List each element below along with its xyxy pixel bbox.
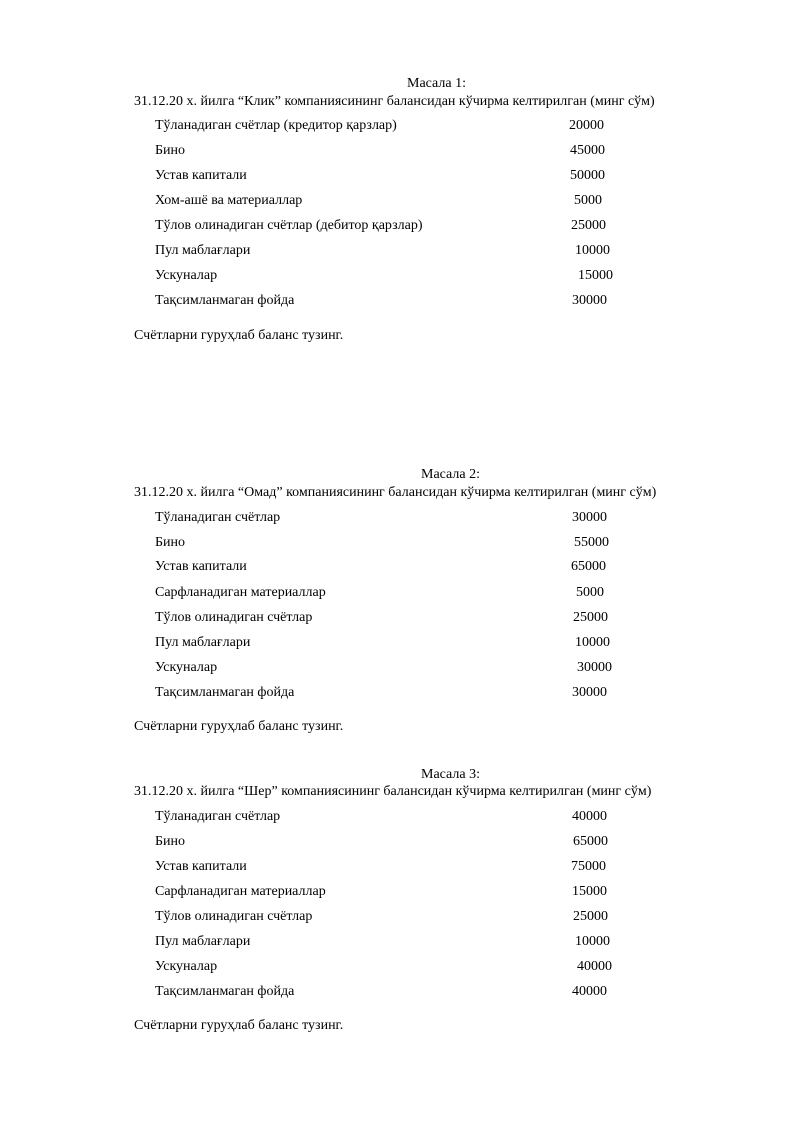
list-item: [0, 984, 800, 1004]
item-label: Бино: [155, 834, 186, 849]
item-value: 45000: [570, 143, 605, 158]
list-item: [0, 243, 800, 263]
list-item: [0, 510, 800, 530]
list-item: [0, 909, 800, 929]
item-value: 75000: [571, 859, 606, 874]
item-label: Пул маблағлари: [155, 243, 251, 258]
list-item: [0, 660, 800, 680]
list-item: [0, 859, 800, 879]
item-label: Пул маблағлари: [155, 934, 251, 949]
list-item: [0, 585, 800, 605]
instruction-text: Счётларни гуруҳлаб баланс тузинг.: [134, 328, 344, 343]
problem-subtitle: 31.12.20 х. йилга “Омад” компаниясининг балансидан кўчирма келтирилган (минг сўм): [134, 485, 657, 500]
list-item: [0, 884, 800, 904]
list-item: [0, 293, 800, 313]
item-label: Тўланадиган счётлар: [155, 809, 281, 824]
item-label: Тақсимланмаган фойда: [155, 984, 295, 999]
list-item: [0, 143, 800, 163]
item-label: Устав капитали: [155, 859, 247, 874]
list-item: [0, 268, 800, 288]
problem-subtitle: 31.12.20 х. йилга “Клик” компаниясининг балансидан кўчирма келтирилган (минг сўм): [134, 94, 655, 109]
item-value: 40000: [572, 809, 607, 824]
item-label: Тўлов олинадиган счётлар: [155, 610, 313, 625]
item-value: 5000: [576, 585, 604, 600]
item-label: Пул маблағлари: [155, 635, 251, 650]
item-label: Тўланадиган счётлар: [155, 510, 281, 525]
item-value: 40000: [572, 984, 607, 999]
problem-title: Масала 2:: [421, 467, 480, 482]
list-item: [0, 535, 800, 555]
item-value: 50000: [570, 168, 605, 183]
item-value: 30000: [577, 660, 612, 675]
item-value: 20000: [569, 118, 604, 133]
list-item: [0, 959, 800, 979]
item-value: 55000: [574, 535, 609, 550]
item-label: Хом-ашё ва материаллар: [155, 193, 303, 208]
instruction-text: Счётларни гуруҳлаб баланс тузинг.: [134, 719, 344, 734]
item-label: Сарфланадиган материаллар: [155, 884, 326, 899]
item-label: Тўлов олинадиган счётлар: [155, 909, 313, 924]
list-item: [0, 193, 800, 213]
list-item: [0, 168, 800, 188]
item-label: Тақсимланмаган фойда: [155, 685, 295, 700]
item-value: 30000: [572, 685, 607, 700]
problem-title: Масала 1:: [407, 76, 466, 91]
item-value: 25000: [573, 610, 608, 625]
list-item: [0, 118, 800, 138]
problem-title: Масала 3:: [421, 767, 480, 782]
item-label: Бино: [155, 143, 186, 158]
list-item: [0, 559, 800, 579]
list-item: [0, 685, 800, 705]
item-value: 10000: [575, 243, 610, 258]
list-item: [0, 809, 800, 829]
item-label: Сарфланадиган материаллар: [155, 585, 326, 600]
item-value: 15000: [578, 268, 613, 283]
item-value: 30000: [572, 293, 607, 308]
item-label: Тақсимланмаган фойда: [155, 293, 295, 308]
list-item: [0, 934, 800, 954]
item-label: Устав капитали: [155, 559, 247, 574]
list-item: [0, 834, 800, 854]
item-label: Устав капитали: [155, 168, 247, 183]
item-label: Ускуналар: [155, 959, 218, 974]
list-item: [0, 218, 800, 238]
problem-subtitle: 31.12.20 х. йилга “Шер” компаниясининг балансидан кўчирма келтирилган (минг сўм): [134, 784, 652, 799]
item-value: 15000: [572, 884, 607, 899]
item-value: 30000: [572, 510, 607, 525]
instruction-text: Счётларни гуруҳлаб баланс тузинг.: [134, 1018, 344, 1033]
item-value: 65000: [571, 559, 606, 574]
item-value: 25000: [573, 909, 608, 924]
item-value: 10000: [575, 934, 610, 949]
item-label: Ускуналар: [155, 268, 218, 283]
item-value: 25000: [571, 218, 606, 233]
item-value: 65000: [573, 834, 608, 849]
list-item: [0, 635, 800, 655]
item-label: Тўлов олинадиган счётлар (дебитор қарзлар): [155, 218, 423, 233]
item-value: 5000: [574, 193, 602, 208]
item-value: 40000: [577, 959, 612, 974]
item-label: Бино: [155, 535, 186, 550]
item-label: Тўланадиган счётлар (кредитор қарзлар): [155, 118, 397, 133]
list-item: [0, 610, 800, 630]
item-value: 10000: [575, 635, 610, 650]
item-label: Ускуналар: [155, 660, 218, 675]
